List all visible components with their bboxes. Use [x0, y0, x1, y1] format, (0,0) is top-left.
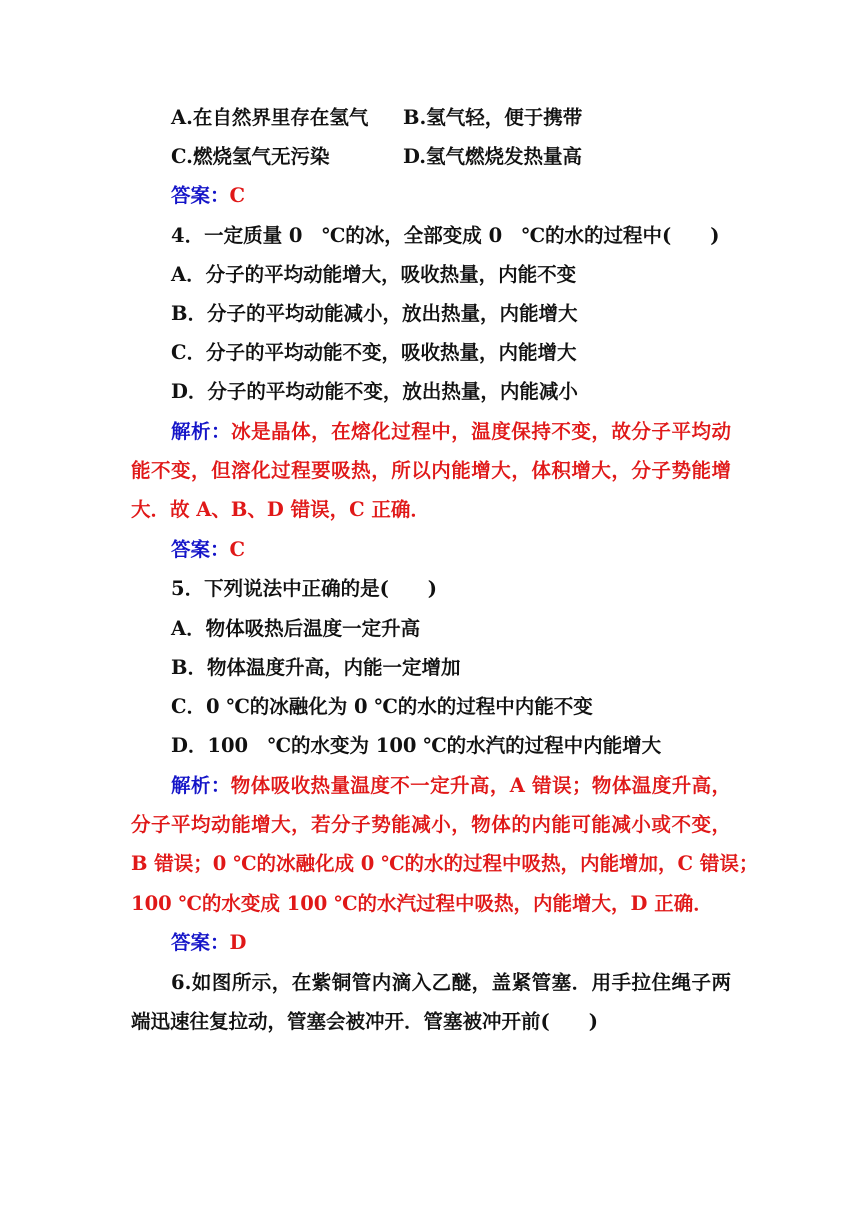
q3-option-a: A.在自然界里存在氢气	[171, 106, 369, 129]
answer-label: 答案：	[171, 538, 230, 561]
q4-answer	[171, 538, 245, 562]
answer-value: C	[229, 538, 246, 561]
q5-analysis-line: 分子平均动能增大，若分子势能减小，物体的内能可能减小或不变，	[131, 813, 731, 836]
answer-value: D	[229, 931, 247, 954]
q5-analysis-line: 解析：物体吸收热量温度不一定升高，A 错误；物体温度升高，	[171, 774, 731, 797]
q5-analysis-line: B 错误；0 ℃的冰融化成 0 ℃的水的过程中吸热，内能增加，C 错误；	[131, 852, 759, 875]
q4-analysis-line: 能不变，但溶化过程要吸热，所以内能增大，体积增大，分子势能增	[131, 459, 731, 482]
q4-option-b: B．分子的平均动能减小，放出热量，内能增大	[171, 302, 578, 325]
q4-analysis-line: 大．故 A、B、D 错误，C 正确．	[131, 498, 430, 521]
q5-option-a: A．物体吸热后温度一定升高	[171, 617, 421, 640]
analysis-label: 解析：	[171, 774, 231, 797]
q5-option-c: C．0 ℃的冰融化为 0 ℃的水的过程中内能不变	[171, 695, 593, 718]
q4-stem: 4．一定质量 0 ℃的冰，全部变成 0 ℃的水的过程中( )	[171, 224, 720, 247]
q3-option-b: B.氢气轻，便于携带	[403, 106, 583, 129]
q4-option-a: A．分子的平均动能增大，吸收热量，内能不变	[171, 263, 577, 286]
q6-stem-line: 端迅速往复拉动，管塞会被冲开．管塞被冲开前( )	[131, 1010, 598, 1033]
q5-stem: 5．下列说法中正确的是( )	[171, 577, 438, 600]
q5-answer	[171, 931, 246, 955]
q4-option-c: C．分子的平均动能不变，吸收热量，内能增大	[171, 341, 577, 364]
q5-analysis-line: 100 ℃的水变成 100 ℃的水汽过程中吸热，内能增大，D 正确．	[131, 892, 713, 915]
q4-analysis-line: 解析：冰是晶体，在熔化过程中，温度保持不变，故分子平均动	[171, 420, 731, 443]
q3-answer	[171, 184, 245, 208]
q4-option-d: D．分子的平均动能不变，放出热量，内能减小	[171, 380, 578, 403]
answer-label: 答案：	[171, 184, 230, 207]
q5-option-b: B．物体温度升高，内能一定增加	[171, 656, 461, 679]
analysis-label: 解析：	[171, 420, 232, 443]
q6-stem-line: 6.如图所示，在紫铜管内滴入乙醚，盖紧管塞．用手拉住绳子两	[171, 971, 731, 994]
answer-label: 答案：	[171, 931, 230, 954]
q3-option-d: D.氢气燃烧发热量高	[403, 145, 583, 168]
q5-option-d: D．100 ℃的水变为 100 ℃的水汽的过程中内能增大	[171, 734, 662, 757]
answer-value: C	[229, 184, 246, 207]
q3-option-c: C.燃烧氢气无污染	[171, 145, 330, 168]
